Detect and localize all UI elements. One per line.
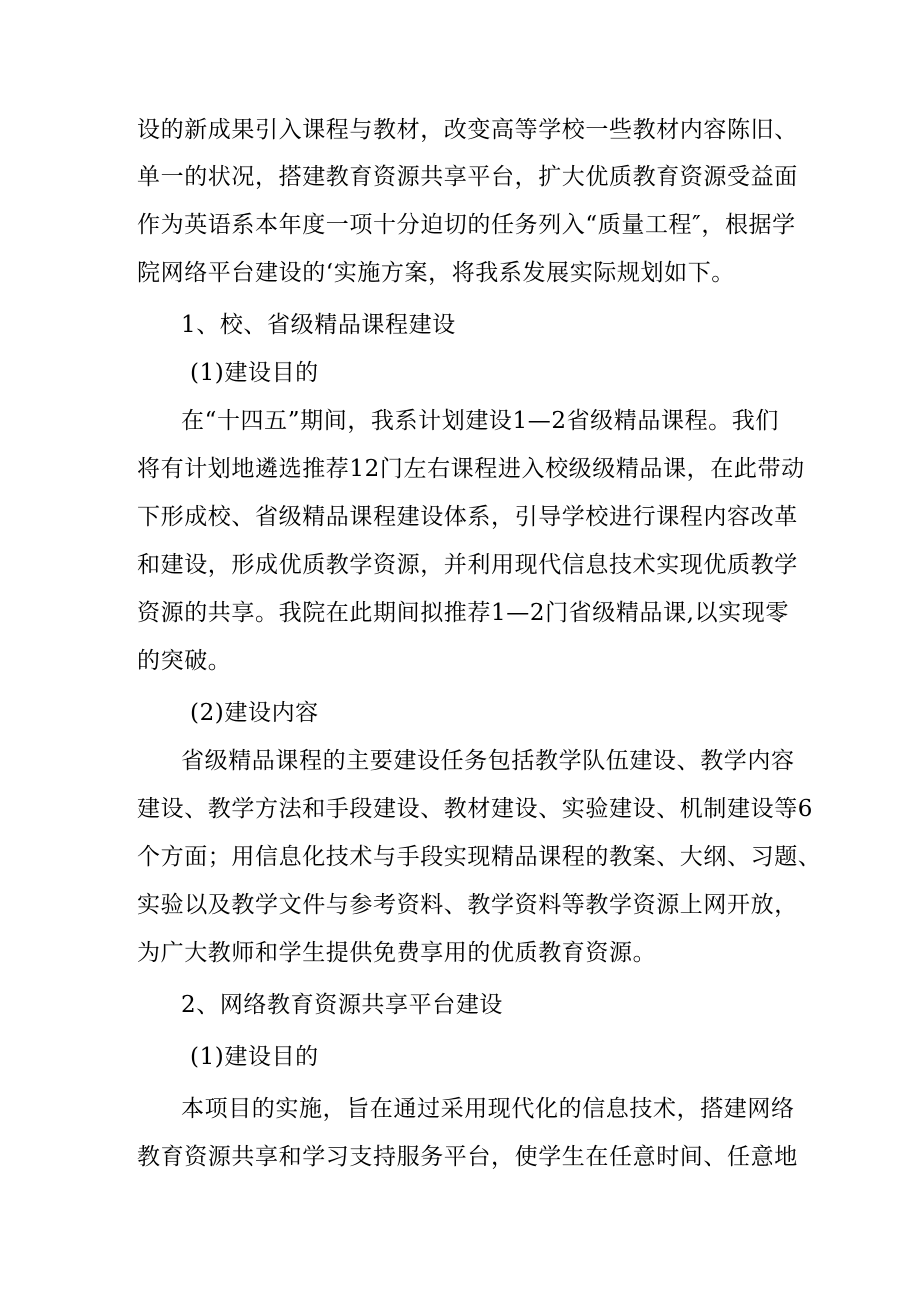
paragraph-line: 在“十四五”期间，我系计划建设1—2省级精品课程。我们 [181,408,779,434]
paragraph-line: 建设、教学方法和手段建设、教材建设、实验建设、机制建设等6 [137,796,814,822]
section-heading: 1、校、省级精品课程建设 [181,312,456,338]
subsection-heading: (1)建设目的 [190,1044,319,1070]
paragraph-line: 为广大教师和学生提供免费享用的优质教育资源。 [137,940,657,966]
paragraph-line: 院网络平台建设的‘实施方案，将我系发展实际规划如下。 [137,260,735,286]
paragraph-line: 个方面；用信息化技术与手段实现精品课程的教案、大纲、习题、 [137,844,822,870]
subsection-heading: (2)建设内容 [190,700,319,726]
paragraph-line: 单一的状况，搭建教育资源共享平台，扩大优质教育资源受益面 [137,164,798,190]
section-heading: 2、网络教育资源共享平台建设 [181,992,504,1018]
paragraph-line: 资源的共享。我院在此期间拟推荐1—2门省级精品课,以实现零 [137,600,789,626]
paragraph-line: 作为英语系本年度一项十分迫切的任务列入“质量工程″，根据学 [137,212,796,238]
paragraph-line: 省级精品课程的主要建设任务包括教学队伍建设、教学内容 [181,748,795,774]
paragraph-line: 实验以及教学文件与参考资料、教学资料等教学资源上网开放， [137,892,798,918]
paragraph-line: 和建设，形成优质教学资源，并利用现代信息技术实现优质教学 [137,552,798,578]
paragraph-line: 下形成校、省级精品课程建设体系，引导学校进行课程内容改革 [137,504,798,530]
paragraph-line: 本项目的实施，旨在通过采用现代化的信息技术，搭建网络 [181,1096,795,1122]
subsection-heading: (1)建设目的 [190,360,319,386]
paragraph-line: 将有计划地遴选推荐12门左右课程进入校级级精品课，在此带动 [137,456,805,482]
paragraph-line: 的突破。 [137,648,232,674]
paragraph-line: 设的新成果引入课程与教材，改变高等学校一些教材内容陈旧、 [137,117,798,143]
paragraph-line: 教育资源共享和学习支持服务平台，使学生在任意时间、任意地 [137,1144,798,1170]
